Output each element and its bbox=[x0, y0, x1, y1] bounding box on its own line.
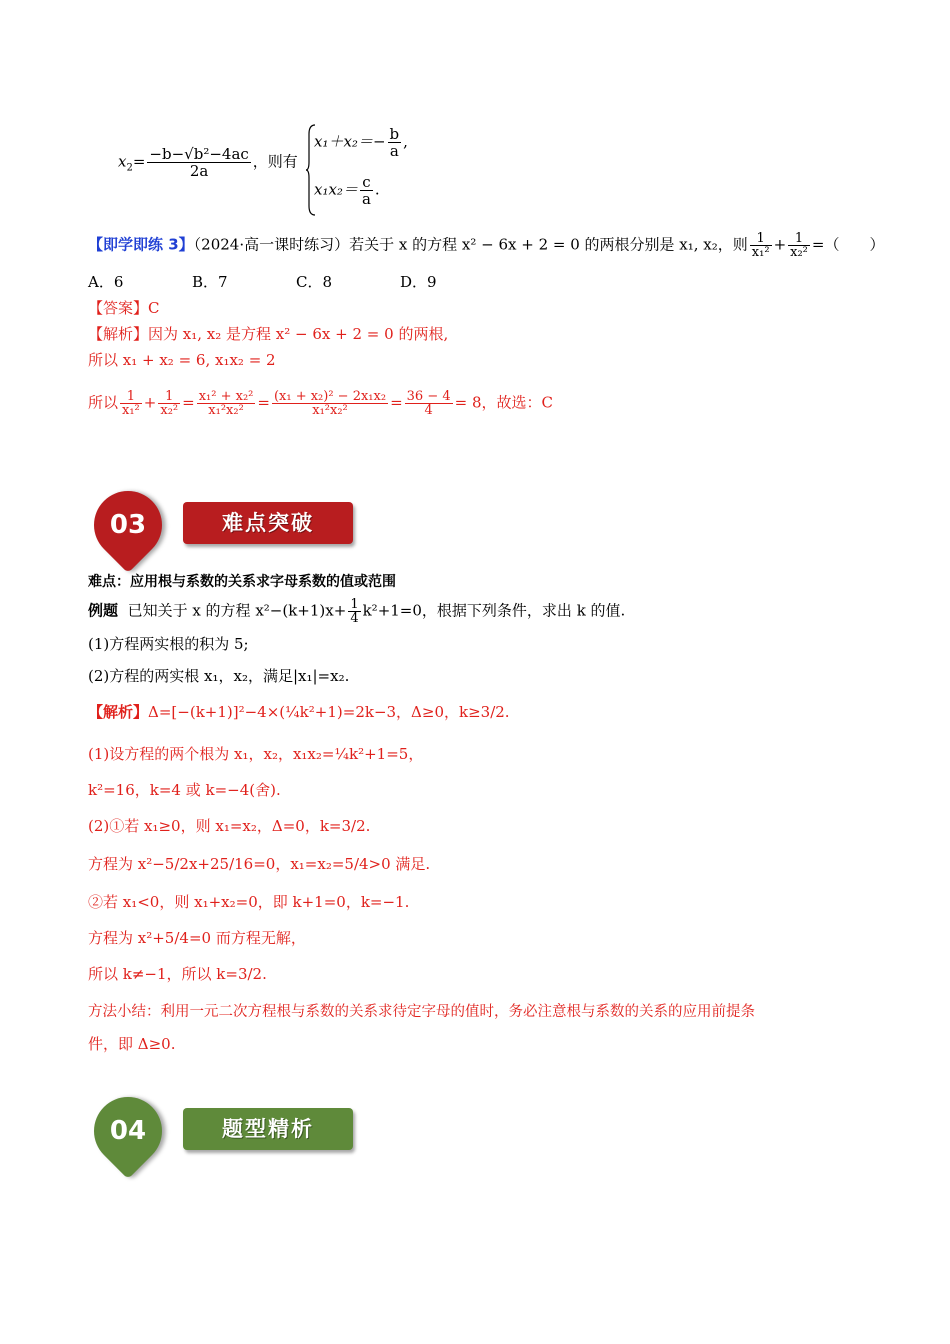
sys1-num: b bbox=[389, 125, 400, 143]
stem-frac-2-num: 1 bbox=[788, 232, 810, 246]
sys1-fraction bbox=[388, 126, 402, 159]
system-eq-1 bbox=[314, 126, 408, 159]
sys2-text: x₁x₂＝ bbox=[314, 180, 358, 199]
x2-lhs: x bbox=[118, 152, 127, 171]
solution-step-4: 方程为 x²−5/2x+25/16=0，x₁=x₂=5/4>0 满足. bbox=[88, 855, 431, 873]
option-a: A．6 bbox=[88, 273, 124, 291]
a3-f2-den: x₂² bbox=[160, 403, 179, 418]
a3-frac-5 bbox=[405, 390, 453, 417]
x2-eq: = bbox=[132, 152, 146, 171]
question-1: (1)方程两实根的积为 5; bbox=[88, 635, 249, 653]
x2-formula bbox=[118, 146, 298, 179]
stem-frac-2 bbox=[788, 232, 810, 259]
x2-den: 2a bbox=[189, 162, 209, 180]
solution-step-5: ②若 x₁<0，则 x₁+x₂=0，即 k+1=0，k=−1. bbox=[88, 893, 410, 911]
a3-frac-1 bbox=[120, 390, 142, 417]
example-frac-den: 4 bbox=[350, 611, 359, 626]
solution-step-3: (2)①若 x₁≥0，则 x₁=x₂，Δ=0，k=3/2. bbox=[88, 817, 371, 835]
stem-frac-1-den: x₁² bbox=[751, 245, 770, 260]
analysis-label: 【解析】 bbox=[88, 325, 149, 343]
option-b: B．7 bbox=[192, 273, 228, 291]
sys1-tail: , bbox=[403, 132, 408, 151]
x2-sub: 2 bbox=[126, 162, 133, 174]
answer-label: 【答案】 bbox=[88, 299, 149, 317]
solution-step-2: k²=16，k=4 或 k=−4(舍). bbox=[88, 781, 281, 799]
sys1-text: x₁＋x₂＝− bbox=[314, 132, 386, 151]
analysis-line-1 bbox=[88, 324, 448, 344]
example-label: 例题 bbox=[88, 601, 119, 620]
exercise-stem-a: 若关于 x 的方程 x² − 6x + 2 = 0 的两根分别是 x₁, x₂，则 bbox=[349, 235, 748, 254]
a3-f1-den: x₁² bbox=[122, 403, 140, 418]
section-04-number: 04 bbox=[109, 1116, 147, 1146]
exercise-tag: 【即学即练 3】 bbox=[88, 235, 194, 254]
solution-label: 【解析】 bbox=[88, 703, 149, 721]
x2-num: −b−√b²−4ac bbox=[149, 145, 249, 163]
a3-f3-num: x₁² + x₂² bbox=[198, 389, 254, 404]
a3-frac-3 bbox=[197, 390, 256, 417]
example-line bbox=[88, 598, 625, 625]
a3-prefix: 所以 bbox=[88, 393, 119, 412]
analysis-line-3: 所以 $\frac{1}{\text{x₁²}}$ + $\frac{1}{\text{x₂²}}$ = $\frac{\text{x₁² + x₂²}}{\text{x₁²x₂²}}$ = $\frac{\text{(x₁ + x₂)² − 2x₁x₂}}{\text{x₁²x₂²}}$ = $\frac{36 - 4}{4}$ = 8，故选：C bbox=[88, 389, 553, 418]
options-row bbox=[88, 272, 504, 292]
sys1-den: a bbox=[389, 142, 399, 160]
a3-f3-den: x₁²x₂² bbox=[208, 403, 244, 418]
example-frac-num: 1 bbox=[350, 597, 359, 612]
stem-frac-1-num: 1 bbox=[750, 232, 772, 246]
sys2-tail: . bbox=[374, 180, 380, 199]
stem-frac-1 bbox=[750, 232, 772, 259]
a3-f5-num: 36 − 4 bbox=[406, 389, 451, 404]
a3-frac-2 bbox=[158, 390, 180, 417]
exercise-stem-b: =（ ） bbox=[811, 235, 885, 254]
sys2-num: c bbox=[360, 174, 373, 191]
solution-line bbox=[88, 702, 510, 722]
sys2-den: a bbox=[361, 190, 371, 208]
analysis-line-2: 所以 x₁ + x₂ = 6, x₁x₂ = 2 bbox=[88, 351, 276, 369]
answer-line bbox=[88, 298, 160, 318]
section-04-title: 题型精析 bbox=[183, 1108, 353, 1150]
system-eq-2 bbox=[314, 174, 380, 207]
summary-line-1: 方法小结：利用一元二次方程根与系数的关系求待定字母的值时，务必注意根与系数的关系的应用前提条 bbox=[88, 1004, 755, 1020]
answer-value: C bbox=[148, 299, 160, 317]
a3-f5-den: 4 bbox=[424, 403, 433, 418]
then-text: ，则有 bbox=[252, 152, 298, 171]
solution-step-6: 方程为 x²+5/4=0 而方程无解， bbox=[88, 929, 306, 947]
example-text: 已知关于 x 的方程 x²−(k+1)x+ bbox=[127, 601, 347, 620]
solution-step-7: 所以 k≠−1，所以 k=3/2. bbox=[88, 965, 267, 983]
exercise-source: （2024·高一课时练习） bbox=[193, 235, 350, 254]
sys2-fraction bbox=[360, 174, 373, 207]
a3-frac-4 bbox=[272, 390, 388, 417]
question-2: (2)方程的两实根 x₁，x₂，满足|x₁|=x₂. bbox=[88, 667, 350, 685]
a3-tail: = 8，故选：C bbox=[454, 393, 553, 412]
a3-f4-den: x₁²x₂² bbox=[312, 403, 348, 418]
section-03-number: 03 bbox=[109, 510, 147, 540]
a3-f1-num: 1 bbox=[120, 390, 142, 404]
a3-f2-num: 1 bbox=[158, 390, 180, 404]
option-c: C．8 bbox=[296, 273, 333, 291]
example-text-2: k²+1=0，根据下列条件，求出 k 的值. bbox=[362, 601, 626, 620]
a3-f4-num: (x₁ + x₂)² − 2x₁x₂ bbox=[273, 389, 387, 404]
stem-frac-2-den: x₂² bbox=[790, 245, 808, 260]
example-frac bbox=[348, 598, 360, 625]
x2-fraction bbox=[147, 146, 250, 179]
section-03-title: 难点突破 bbox=[183, 502, 353, 544]
solution-step-1: (1)设方程的两个根为 x₁，x₂，x₁x₂=¼k²+1=5， bbox=[88, 745, 424, 763]
summary-line-2: 件，即 Δ≥0. bbox=[88, 1035, 176, 1053]
solution-text: Δ=[−(k+1)]²−4×(¼k²+1)=2k−3，Δ≥0，k≥3/2. bbox=[148, 703, 510, 721]
exercise-stem bbox=[88, 232, 884, 259]
stem-plus: + bbox=[773, 235, 787, 254]
analysis-text-1: 因为 x₁, x₂ 是方程 x² − 6x + 2 = 0 的两根, bbox=[148, 325, 449, 343]
difficulty-heading: 难点：应用根与系数的关系求字母系数的值或范围 bbox=[88, 574, 396, 590]
option-d: D．9 bbox=[400, 273, 437, 291]
